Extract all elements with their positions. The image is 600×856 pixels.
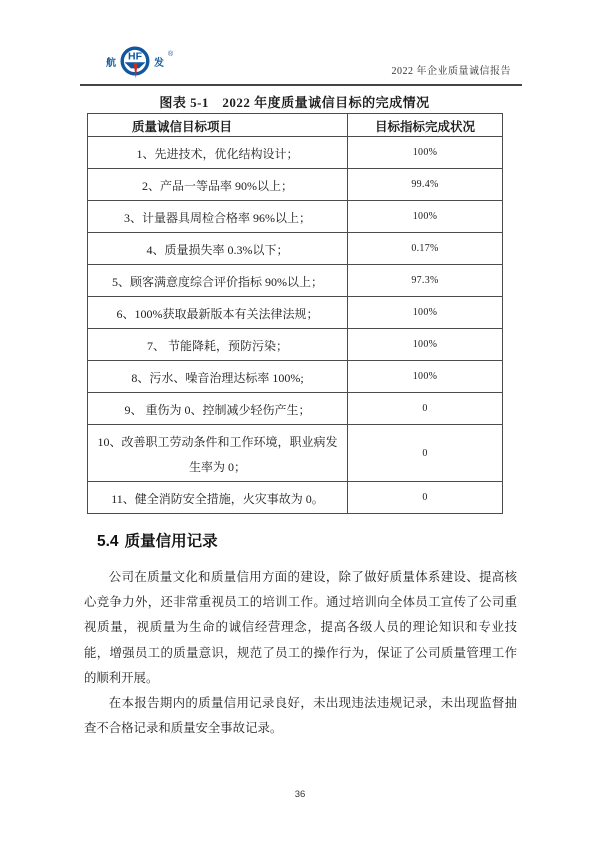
section-body [84, 565, 517, 741]
goal-value-cell: 0 [348, 393, 503, 425]
goal-item-cell: 4、质量损失率 0.3%以下； [88, 233, 348, 265]
table-row [88, 201, 503, 233]
logo-right-char: 发 [154, 58, 164, 69]
goal-item-cell: 9、 重伤为 0、控制减少轻伤产生； [88, 393, 348, 425]
section-title: 质量信用记录 [124, 533, 218, 550]
goal-value-cell: 99.4% [348, 169, 503, 201]
goal-value-cell: 100% [348, 137, 503, 169]
goal-item-cell: 11、健全消防安全措施，火灾事故为 0。 [88, 482, 348, 514]
page-number: 36 [294, 789, 306, 800]
goal-value-cell: 0 [348, 482, 503, 514]
registered-trademark-icon: ® [168, 50, 174, 58]
table-row [88, 137, 503, 169]
goal-item-cell: 3、计量器具周检合格率 96%以上； [88, 201, 348, 233]
goal-item-cell: 7、 节能降耗，预防污染； [88, 329, 348, 361]
table-row [88, 169, 503, 201]
goal-item-cell: 2、产品一等品率 90%以上； [88, 169, 348, 201]
company-logo [106, 46, 172, 82]
company-logo-icon [119, 46, 151, 82]
goals-table-header-row [88, 114, 503, 137]
goal-item-cell: 1、先进技术，优化结构设计； [88, 137, 348, 169]
paragraph: 在本报告期内的质量信用记录良好，未出现违法违规记录，未出现监督抽查不合格记录和质量安全事故记录。 [84, 696, 517, 736]
header-divider [80, 84, 522, 86]
goal-value-cell: 100% [348, 361, 503, 393]
goal-value-cell: 97.3% [348, 265, 503, 297]
goals-table [87, 113, 503, 514]
goal-item-cell: 6、100%获取最新版本有关法律法规； [88, 297, 348, 329]
goal-value-cell: 100% [348, 201, 503, 233]
goal-value-cell: 0 [348, 425, 503, 482]
goal-value-cell: 100% [348, 297, 503, 329]
goal-value-cell: 100% [348, 329, 503, 361]
table-caption: 图表 5-1 2022 年度质量诚信目标的完成情况 [159, 95, 430, 110]
column-header-value: 目标指标完成状况 [348, 114, 503, 137]
svg-text:HF: HF [128, 50, 142, 63]
table-row [88, 393, 503, 425]
table-row [88, 361, 503, 393]
goal-item-cell: 10、改善职工劳动条件和工作环境，职业病发生率为 0； [88, 425, 348, 482]
table-row [88, 265, 503, 297]
section-heading [97, 529, 218, 551]
goal-item-cell: 8、污水、噪音治理达标率 100%; [88, 361, 348, 393]
goal-value-cell: 0.17% [348, 233, 503, 265]
table-row [88, 329, 503, 361]
table-row [88, 425, 503, 482]
table-row [88, 482, 503, 514]
column-header-item: 质量诚信目标项目 [88, 114, 348, 137]
paragraph: 公司在质量文化和质量信用方面的建设，除了做好质量体系建设、提高核心竞争力外，还非常重视员工的培训工作。通过培训向全体员工宣传了公司重视质量，视质量为生命的诚信经营理念，提高各级人员的理论知识和专业技能，增强员工的质量意识，规范了员工的操作行为，保证了公司质量管理工作的顺利开展。 [84, 570, 517, 685]
logo-left-char: 航 [106, 58, 116, 69]
table-row [88, 297, 503, 329]
report-header-title: 2022 年企业质量诚信报告 [391, 66, 511, 77]
table-row [88, 233, 503, 265]
section-number: 5.4 [97, 533, 119, 550]
goal-item-cell: 5、顾客满意度综合评价指标 90%以上； [88, 265, 348, 297]
